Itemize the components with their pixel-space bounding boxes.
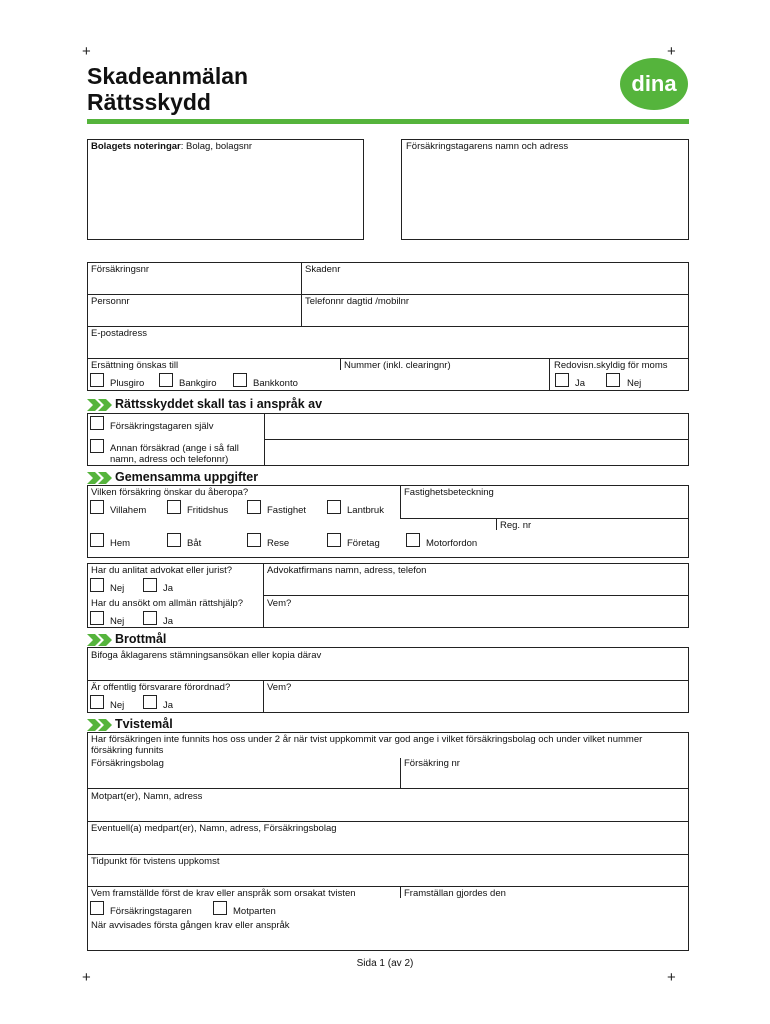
payment-label: Ersättning önskas till — [91, 360, 179, 371]
fritidshus-checkbox[interactable] — [167, 500, 181, 514]
defender-no-checkbox[interactable] — [90, 695, 104, 709]
defender-yes-label: Ja — [163, 700, 174, 711]
attach-indictment-field[interactable]: Bifoga åklagarens stämningsansökan eller kopia därav — [91, 650, 322, 661]
page-number: Sida 1 (av 2) — [356, 958, 414, 969]
divider — [400, 485, 401, 518]
section-civil — [87, 718, 387, 732]
section-crime — [87, 633, 387, 647]
page-title: Skadeanmälan — [87, 63, 249, 89]
lantbruk-label: Lantbruk — [347, 505, 384, 516]
rese-checkbox[interactable] — [247, 533, 261, 547]
divider — [87, 886, 689, 887]
lawyer-no-label: Nej — [110, 583, 125, 594]
email-field[interactable]: E-postadress — [91, 328, 147, 339]
dina-logo: dina — [620, 58, 688, 110]
first-claim-question: Vem framställde först de krav eller anspråk som orsakat tvisten — [91, 888, 356, 899]
rejected-date-field[interactable]: När avvisades första gången krav eller anspråk — [91, 920, 290, 931]
divider — [496, 518, 497, 530]
claim-number-field[interactable]: Skadenr — [305, 264, 341, 275]
double-arrow-icon — [87, 634, 113, 646]
foretag-label: Företag — [347, 538, 380, 549]
lawyer-firm-field[interactable]: Advokatfirmans namn, adress, telefon — [267, 565, 427, 576]
fritidshus-label: Fritidshus — [187, 505, 229, 516]
double-arrow-icon — [87, 472, 113, 484]
registration-mark: + — [667, 969, 676, 986]
divider — [301, 262, 302, 326]
which-insurance-label: Vilken försäkring önskar du åberopa? — [91, 487, 249, 498]
lawyer-no-checkbox[interactable] — [90, 578, 104, 592]
divider — [87, 821, 689, 822]
divider — [400, 518, 689, 519]
vat-yes-checkbox[interactable] — [555, 373, 569, 387]
legal-aid-who-field[interactable]: Vem? — [267, 598, 292, 609]
bat-label: Båt — [187, 538, 202, 549]
header-divider — [87, 119, 689, 124]
hem-checkbox[interactable] — [90, 533, 104, 547]
first-claim-counterpart-label: Motparten — [233, 906, 276, 917]
account-number-field[interactable]: Nummer (inkl. clearingnr) — [344, 360, 451, 371]
divider — [263, 680, 264, 713]
registration-mark: + — [82, 43, 91, 60]
company-notes-box[interactable] — [87, 139, 364, 240]
section-title: Gemensamma uppgifter — [115, 470, 259, 484]
double-arrow-icon — [87, 399, 113, 411]
rese-label: Rese — [267, 538, 290, 549]
villahem-label: Villahem — [110, 505, 147, 516]
divider — [87, 788, 689, 789]
first-claim-counterpart-checkbox[interactable] — [213, 901, 227, 915]
bankkonto-label: Bankkonto — [253, 378, 298, 389]
lawyer-yes-label: Ja — [163, 583, 174, 594]
legal-aid-no-label: Nej — [110, 616, 125, 627]
vat-no-checkbox[interactable] — [606, 373, 620, 387]
personnr-field[interactable]: Personnr — [91, 296, 130, 307]
holder-address-label: Försäkringstagarens namn och adress — [406, 141, 569, 152]
phone-field[interactable]: Telefonnr dagtid /mobilnr — [305, 296, 410, 307]
defender-no-label: Nej — [110, 700, 125, 711]
other-insured-label: Annan försäkrad (ange i så fall namn, adress och telefonnr) — [110, 443, 239, 465]
reg-number-field[interactable]: Reg. nr — [500, 520, 532, 531]
divider — [340, 358, 341, 370]
defender-question: Är offentlig försvarare förordnad? — [91, 682, 231, 693]
other-insured-checkbox[interactable] — [90, 439, 104, 453]
motorfordon-label: Motorfordon — [426, 538, 478, 549]
divider — [263, 595, 689, 596]
bankgiro-label: Bankgiro — [179, 378, 217, 389]
dispute-time-field[interactable]: Tidpunkt för tvistens uppkomst — [91, 856, 220, 867]
defender-who-field[interactable]: Vem? — [267, 682, 292, 693]
divider — [400, 886, 401, 898]
co-counterparts-field[interactable]: Eventuell(a) medpart(er), Namn, adress, Försäkringsbolag — [91, 823, 337, 834]
divider — [87, 854, 689, 855]
fastighet-label: Fastighet — [267, 505, 307, 516]
divider — [264, 439, 689, 440]
insurance-number-field[interactable]: Försäkring nr — [404, 758, 460, 769]
section-title: Tvistemål — [115, 717, 173, 731]
villahem-checkbox[interactable] — [90, 500, 104, 514]
policy-number-field[interactable]: Försäkringsnr — [91, 264, 150, 275]
bankgiro-checkbox[interactable] — [159, 373, 173, 387]
hem-label: Hem — [110, 538, 131, 549]
vat-no-label: Nej — [627, 378, 642, 389]
holder-self-label: Försäkringstagaren själv — [110, 421, 214, 432]
plusgiro-label: Plusgiro — [110, 378, 145, 389]
lawyer-yes-checkbox[interactable] — [143, 578, 157, 592]
divider — [87, 358, 689, 359]
legal-aid-yes-checkbox[interactable] — [143, 611, 157, 625]
divider — [87, 680, 689, 681]
foretag-checkbox[interactable] — [327, 533, 341, 547]
civil-box — [87, 732, 689, 951]
double-arrow-icon — [87, 719, 113, 731]
civil-info-text: Har försäkringen inte funnits hos oss under 2 år när tvist uppkommit var god ange i vilket försäkringsbolag och under vilket nummer försäkring funnits — [91, 734, 643, 756]
section-title: Brottmål — [115, 632, 167, 646]
registration-mark: + — [82, 969, 91, 986]
claim-date-field[interactable]: Framställan gjordes den — [404, 888, 506, 899]
legal-aid-yes-label: Ja — [163, 616, 174, 627]
divider — [87, 294, 689, 295]
section-common — [87, 471, 487, 485]
bankkonto-checkbox[interactable] — [233, 373, 247, 387]
vat-yes-label: Ja — [575, 378, 586, 389]
page-subtitle: Rättsskydd — [87, 89, 211, 115]
vat-label: Redovisn.skyldig för moms — [554, 360, 668, 371]
property-designation-field[interactable]: Fastighetsbeteckning — [404, 487, 494, 498]
motorfordon-checkbox[interactable] — [406, 533, 420, 547]
section-claim-by — [87, 398, 487, 412]
lawyer-question: Har du anlitat advokat eller jurist? — [91, 565, 232, 576]
divider — [549, 358, 550, 391]
holder-address-box[interactable] — [401, 139, 689, 240]
lantbruk-checkbox[interactable] — [327, 500, 341, 514]
legal-aid-question: Har du ansökt om allmän rättshjälp? — [91, 598, 244, 609]
first-claim-holder-checkbox[interactable] — [90, 901, 104, 915]
counterparts-field[interactable]: Motpart(er), Namn, adress — [91, 791, 203, 802]
defender-yes-checkbox[interactable] — [143, 695, 157, 709]
holder-self-checkbox[interactable] — [90, 416, 104, 430]
legal-aid-no-checkbox[interactable] — [90, 611, 104, 625]
plusgiro-checkbox[interactable] — [90, 373, 104, 387]
company-notes-label: Bolagets noteringar: Bolag, bolagsnr — [91, 141, 253, 152]
registration-mark: + — [667, 43, 676, 60]
divider — [400, 758, 401, 788]
bat-checkbox[interactable] — [167, 533, 181, 547]
first-claim-holder-label: Försäkringstagaren — [110, 906, 192, 917]
insurance-company-field[interactable]: Försäkringsbolag — [91, 758, 164, 769]
divider — [87, 326, 689, 327]
section-title: Rättsskyddet skall tas i anspråk av — [115, 397, 323, 411]
fastighet-checkbox[interactable] — [247, 500, 261, 514]
